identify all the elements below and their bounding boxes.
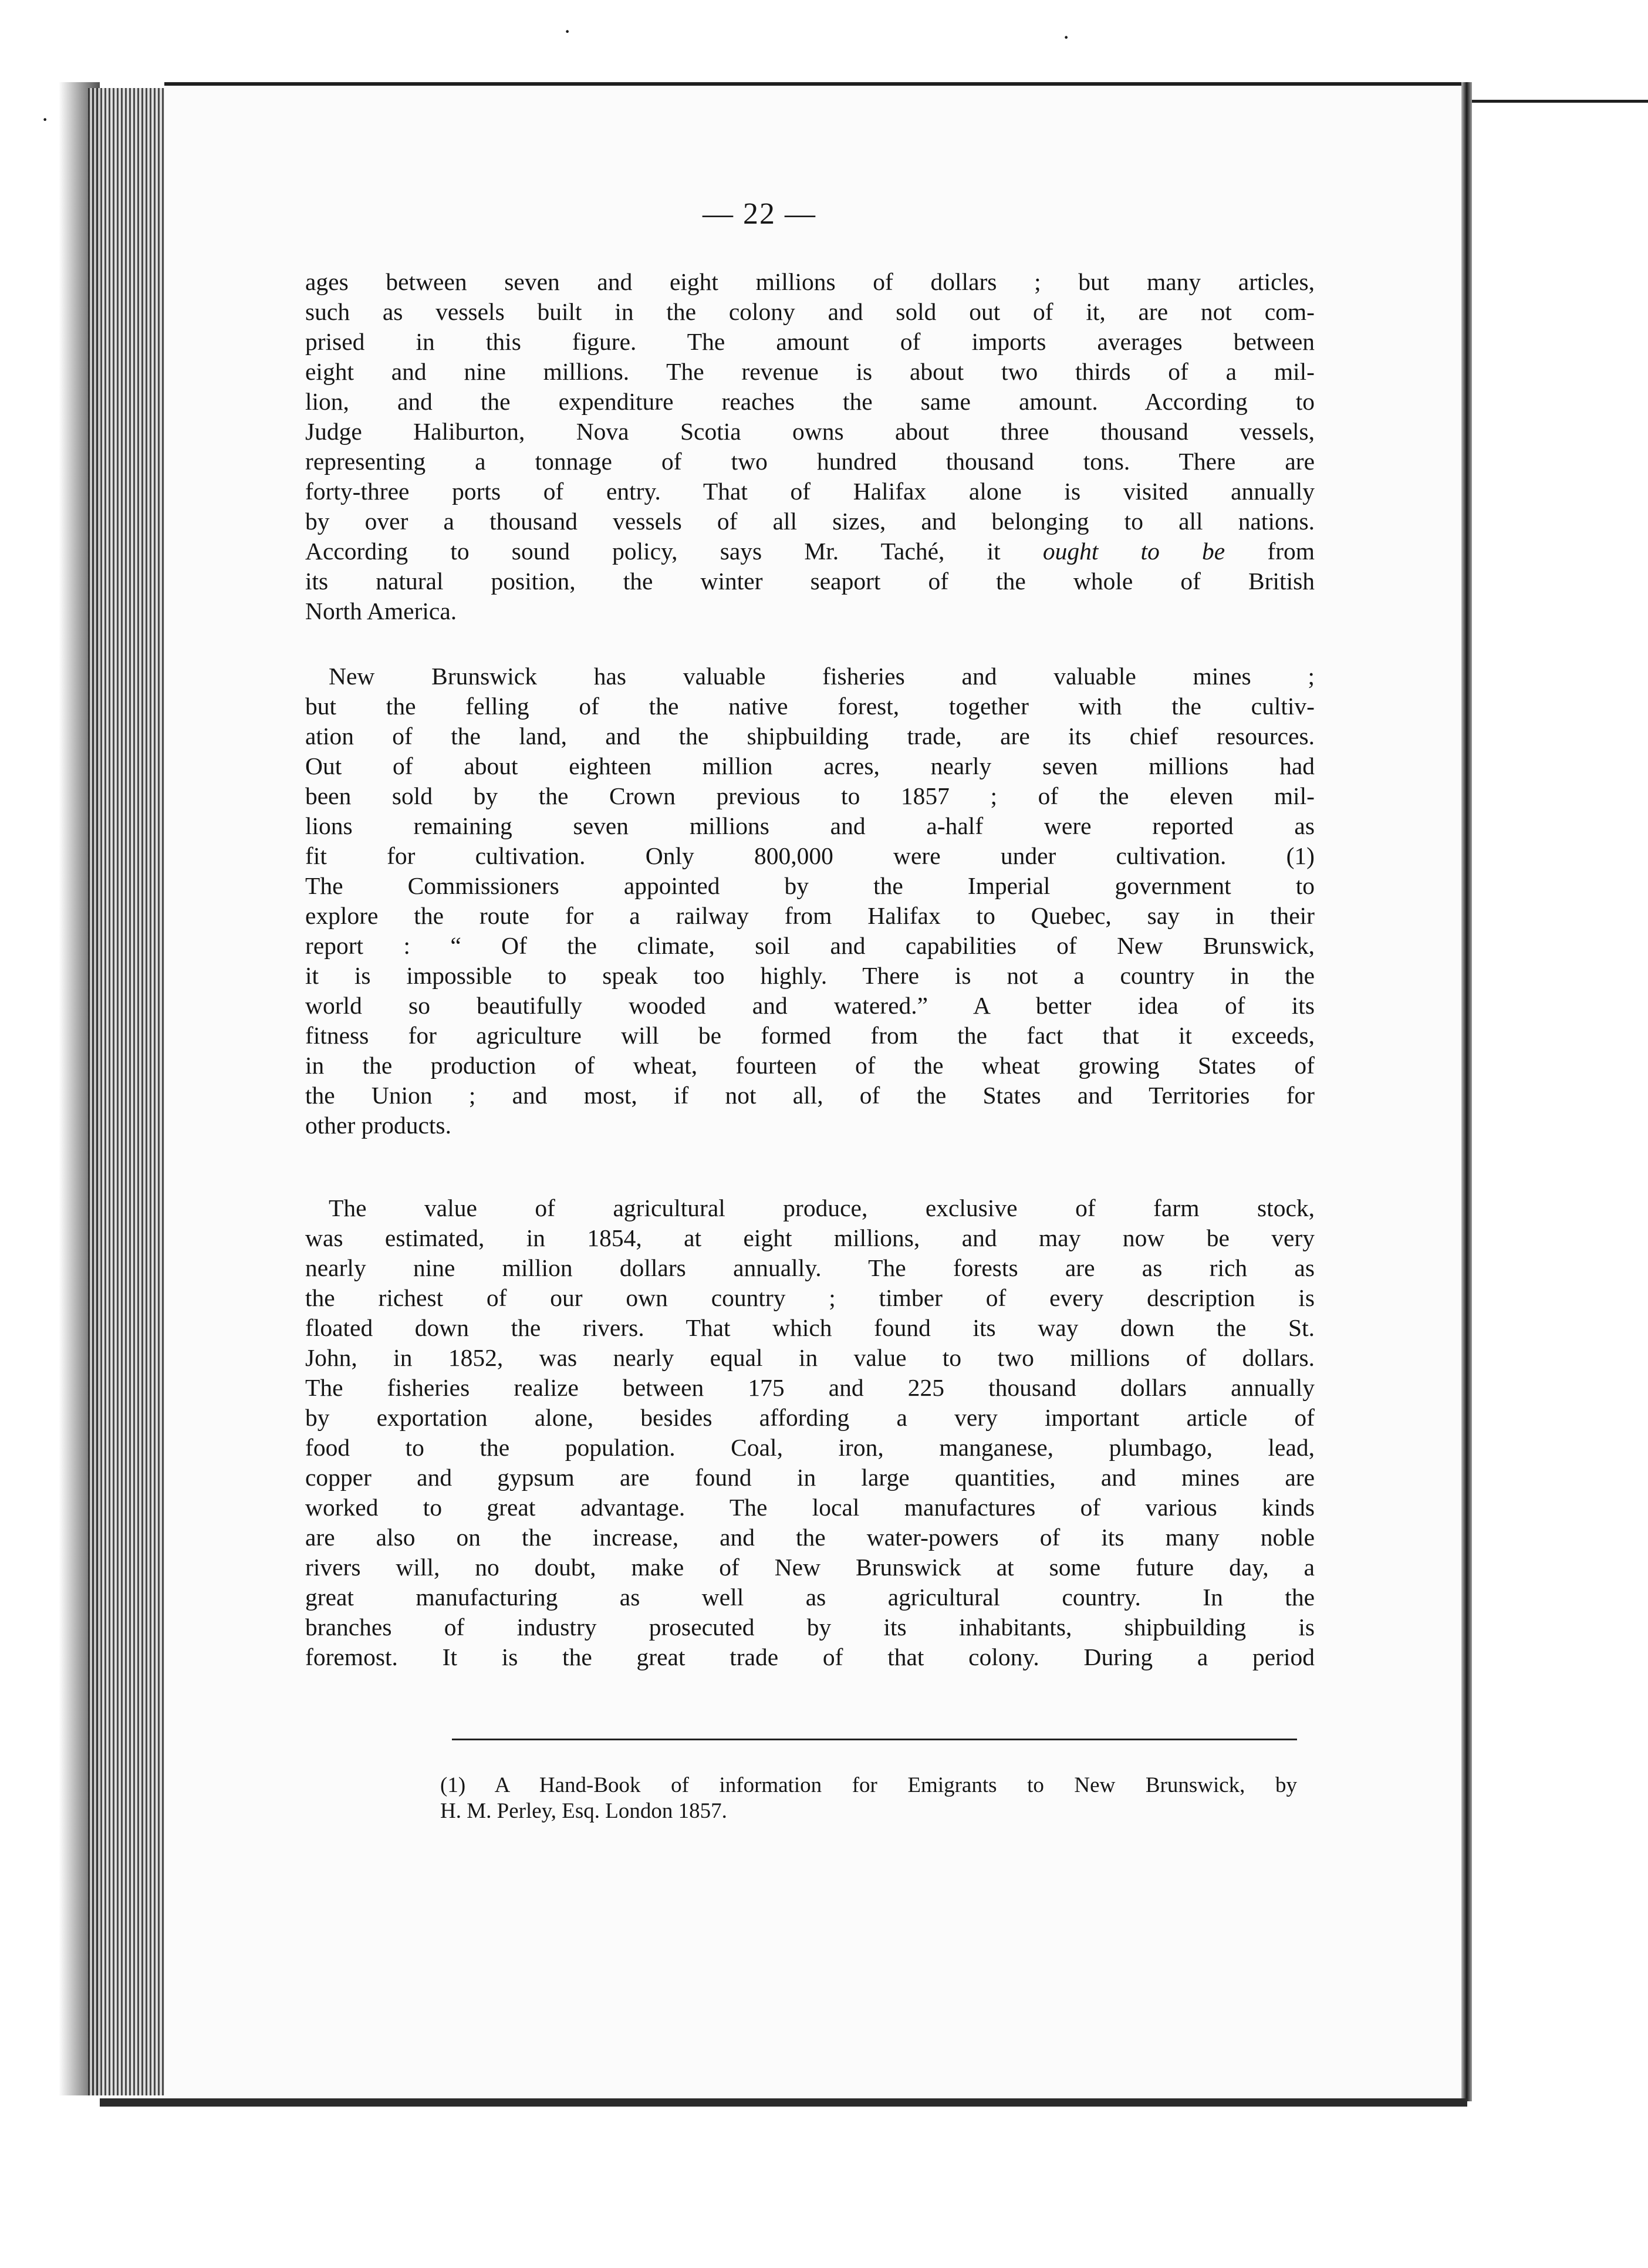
text-line: explore the route for a railway from Halifax to Quebec, say in their — [305, 902, 1315, 929]
text-segment: from — [1267, 538, 1315, 565]
emphasis-text: ought to be — [1042, 538, 1225, 565]
text-line-with-emphasis — [305, 536, 1315, 566]
scan-speck: · — [563, 18, 572, 45]
text-line: branches of industry prosecuted by its inhabitants, shipbuilding is — [305, 1614, 1315, 1641]
text-line: ages between seven and eight millions of dollars ; but many articles, — [305, 268, 1315, 295]
text-line: was estimated, in 1854, at eight millions, and may now be very — [305, 1224, 1315, 1251]
text-line: food to the population. Coal, iron, manganese, plumbago, lead, — [305, 1434, 1315, 1461]
body-text — [305, 267, 1315, 1672]
footnote — [440, 1773, 1297, 1824]
text-line: the richest of our own country ; timber of every description is — [305, 1284, 1315, 1311]
text-segment: According to sound policy, says Mr. Taché, it — [305, 538, 1001, 565]
text-line: by exportation alone, besides affording a very important article of — [305, 1404, 1315, 1431]
text-line: New Brunswick has valuable fisheries and valuable mines ; — [329, 663, 1315, 690]
facing-page — [1472, 100, 1648, 2098]
text-line: The Commissioners appointed by the Imperial government to — [305, 872, 1315, 899]
page-bottom-edge — [100, 2098, 1467, 2107]
footnote-line: (1) A Hand-Book of information for Emigrants to New Brunswick, by — [440, 1773, 1297, 1797]
text-line: prised in this figure. The amount of imports averages between — [305, 328, 1315, 355]
text-line: fit for cultivation. Only 800,000 were under cultivation. (1) — [305, 842, 1315, 869]
text-line: worked to great advantage. The local manufactures of various kinds — [305, 1494, 1315, 1521]
text-line: its natural position, the winter seaport of the whole of British — [305, 568, 1315, 595]
book-gutter — [1461, 82, 1472, 2101]
text-line: rivers will, no doubt, make of New Brunswick at some future day, a — [305, 1554, 1315, 1581]
text-line: but the felling of the native forest, together with the cultiv- — [305, 693, 1315, 720]
scan-speck: · — [1062, 24, 1070, 50]
text-line: Out of about eighteen million acres, nearly seven millions had — [305, 752, 1315, 779]
text-line: The value of agricultural produce, exclusive of farm stock, — [329, 1194, 1315, 1221]
text-line: such as vessels built in the colony and sold out of it, are not com- — [305, 298, 1315, 325]
footnote-line: H. M. Perley, Esq. London 1857. — [440, 1799, 727, 1823]
text-line: lion, and the expenditure reaches the same amount. According to — [305, 388, 1315, 415]
text-line: other products. — [305, 1112, 451, 1139]
text-line: John, in 1852, was nearly equal in value to two millions of dollars. — [305, 1344, 1315, 1371]
text-line: world so beautifully wooded and watered.” A better idea of its — [305, 992, 1315, 1019]
text-line: North America. — [305, 598, 457, 625]
text-line: are also on the increase, and the water-powers of its many noble — [305, 1524, 1315, 1551]
text-line: representing a tonnage of two hundred thousand tons. There are — [305, 448, 1315, 475]
paragraph-3 — [305, 1193, 1315, 1672]
page-edges — [88, 88, 164, 2095]
text-line: by over a thousand vessels of all sizes, and belonging to all nations. — [305, 508, 1315, 535]
paragraph-2 — [305, 662, 1315, 1140]
text-line: in the production of wheat, fourteen of the wheat growing States of — [305, 1052, 1315, 1079]
text-line: foremost. It is the great trade of that colony. During a period — [305, 1643, 1315, 1670]
text-line: floated down the rivers. That which found its way down the St. — [305, 1314, 1315, 1341]
footnote-rule — [452, 1739, 1297, 1740]
text-line: the Union ; and most, if not all, of the States and Territories for — [305, 1082, 1315, 1109]
text-line: fitness for agriculture will be formed from the fact that it exceeds, — [305, 1022, 1315, 1049]
text-line: eight and nine millions. The revenue is about two thirds of a mil- — [305, 358, 1315, 385]
text-line: lions remaining seven millions and a-half were reported as — [305, 812, 1315, 839]
text-line: forty-three ports of entry. That of Halifax alone is visited annually — [305, 478, 1315, 505]
text-line: ation of the land, and the shipbuilding trade, are its chief resources. — [305, 723, 1315, 750]
text-line: The fisheries realize between 175 and 225 thousand dollars annually — [305, 1374, 1315, 1401]
text-line: report : “ Of the climate, soil and capabilities of New Brunswick, — [305, 932, 1315, 959]
text-line: it is impossible to speak too highly. There is not a country in the — [305, 962, 1315, 989]
scan-speck: · — [41, 106, 49, 133]
text-line: nearly nine million dollars annually. The forests are as rich as — [305, 1254, 1315, 1281]
paragraph-gap — [305, 1140, 1315, 1193]
page-number: — 22 — — [703, 197, 816, 231]
paragraph-gap — [305, 626, 1315, 662]
text-line: great manufacturing as well as agricultural country. In the — [305, 1584, 1315, 1611]
text-line: Judge Haliburton, Nova Scotia owns about three thousand vessels, — [305, 418, 1315, 445]
text-line: copper and gypsum are found in large quantities, and mines are — [305, 1464, 1315, 1491]
paragraph-1 — [305, 267, 1315, 626]
text-line: been sold by the Crown previous to 1857 ; of the eleven mil- — [305, 782, 1315, 809]
